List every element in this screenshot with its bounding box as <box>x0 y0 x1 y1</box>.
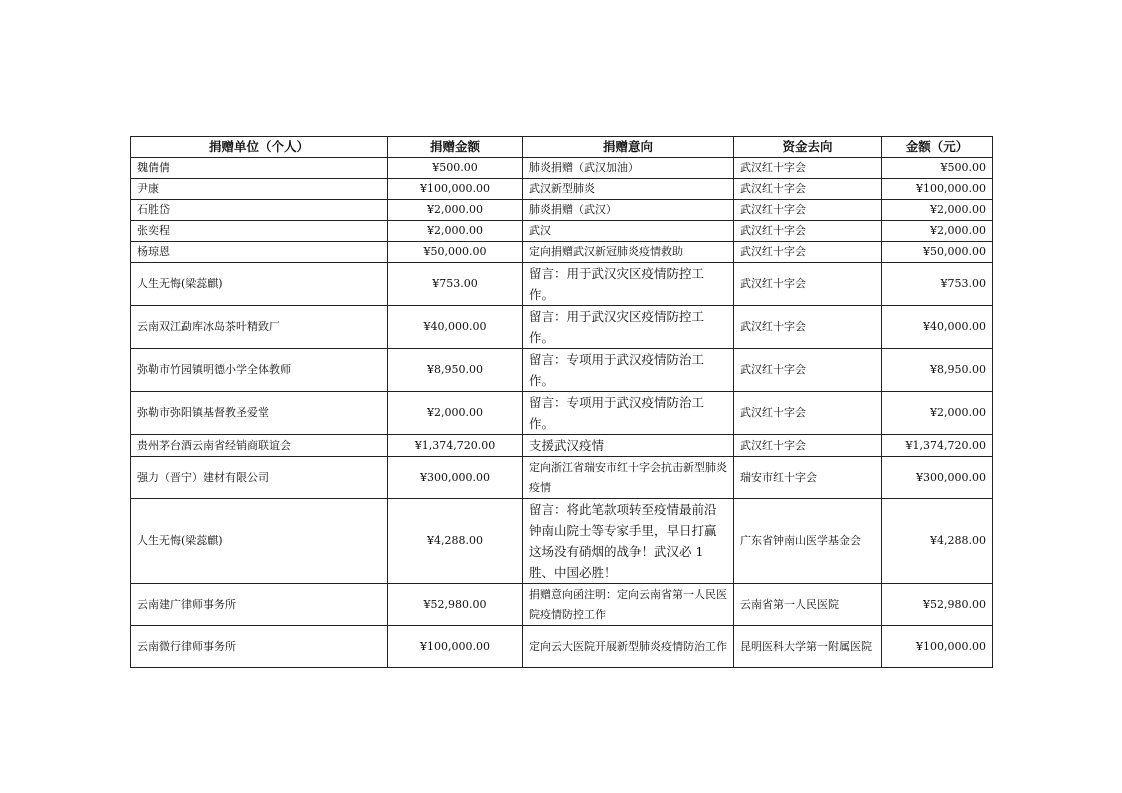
destination-cell: 武汉红十字会 <box>734 306 882 349</box>
donor-cell: 张奕程 <box>131 221 388 242</box>
purpose-cell: 留言：将此笔款项转至疫情最前沿钟南山院士等专家手里，早日打赢这场没有硝烟的战争！武汉必 1 胜、中国必胜！ <box>523 499 734 584</box>
purpose-cell: 支援武汉疫情 <box>523 435 734 457</box>
purpose-cell: 留言：用于武汉灾区疫情防控工作。 <box>523 263 734 306</box>
purpose-cell: 定向捐赠武汉新冠肺炎疫情救助 <box>523 242 734 263</box>
yuan-cell: ¥1,374,720.00 <box>882 435 993 457</box>
amount-cell: ¥40,000.00 <box>388 306 523 349</box>
purpose-cell: 留言：专项用于武汉疫情防治工作。 <box>523 392 734 435</box>
yuan-cell: ¥40,000.00 <box>882 306 993 349</box>
header-amount: 捐赠金额 <box>388 137 523 158</box>
donation-sheet <box>130 136 992 668</box>
table-row <box>131 179 993 200</box>
purpose-cell: 肺炎捐赠（武汉加油） <box>523 158 734 179</box>
amount-cell: ¥300,000.00 <box>388 457 523 499</box>
donor-cell: 石胜岱 <box>131 200 388 221</box>
amount-cell: ¥1,374,720.00 <box>388 435 523 457</box>
table-row <box>131 392 993 435</box>
amount-cell: ¥2,000.00 <box>388 221 523 242</box>
table-row <box>131 158 993 179</box>
table-row <box>131 626 993 668</box>
donor-cell: 弥勒市竹园镇明德小学全体教师 <box>131 349 388 392</box>
yuan-cell: ¥2,000.00 <box>882 221 993 242</box>
table-row <box>131 263 993 306</box>
header-row <box>131 137 993 158</box>
donation-table <box>130 136 993 668</box>
amount-cell: ¥4,288.00 <box>388 499 523 584</box>
purpose-cell: 留言：专项用于武汉疫情防治工作。 <box>523 349 734 392</box>
destination-cell: 武汉红十字会 <box>734 392 882 435</box>
amount-cell: ¥2,000.00 <box>388 392 523 435</box>
yuan-cell: ¥4,288.00 <box>882 499 993 584</box>
table-row <box>131 306 993 349</box>
donor-cell: 云南建广律师事务所 <box>131 584 388 626</box>
destination-cell: 瑞安市红十字会 <box>734 457 882 499</box>
purpose-cell: 捐赠意向函注明：定向云南省第一人民医院疫情防控工作 <box>523 584 734 626</box>
donor-cell: 杨琼恩 <box>131 242 388 263</box>
destination-cell: 武汉红十字会 <box>734 435 882 457</box>
yuan-cell: ¥2,000.00 <box>882 200 993 221</box>
table-row <box>131 349 993 392</box>
donor-cell: 云南双江勐库冰岛茶叶精致厂 <box>131 306 388 349</box>
table-row <box>131 242 993 263</box>
yuan-cell: ¥52,980.00 <box>882 584 993 626</box>
header-donor: 捐赠单位（个人） <box>131 137 388 158</box>
yuan-cell: ¥300,000.00 <box>882 457 993 499</box>
yuan-cell: ¥8,950.00 <box>882 349 993 392</box>
destination-cell: 武汉红十字会 <box>734 158 882 179</box>
table-row <box>131 584 993 626</box>
amount-cell: ¥100,000.00 <box>388 179 523 200</box>
destination-cell: 武汉红十字会 <box>734 200 882 221</box>
header-purpose: 捐赠意向 <box>523 137 734 158</box>
destination-cell: 武汉红十字会 <box>734 242 882 263</box>
yuan-cell: ¥50,000.00 <box>882 242 993 263</box>
table-row <box>131 221 993 242</box>
yuan-cell: ¥2,000.00 <box>882 392 993 435</box>
table-row <box>131 200 993 221</box>
yuan-cell: ¥100,000.00 <box>882 179 993 200</box>
yuan-cell: ¥753.00 <box>882 263 993 306</box>
destination-cell: 武汉红十字会 <box>734 349 882 392</box>
table-row <box>131 435 993 457</box>
destination-cell: 广东省钟南山医学基金会 <box>734 499 882 584</box>
yuan-cell: ¥500.00 <box>882 158 993 179</box>
purpose-cell: 武汉 <box>523 221 734 242</box>
purpose-cell: 定向浙江省瑞安市红十字会抗击新型肺炎疫情 <box>523 457 734 499</box>
donor-cell: 云南微行律师事务所 <box>131 626 388 668</box>
amount-cell: ¥2,000.00 <box>388 200 523 221</box>
amount-cell: ¥8,950.00 <box>388 349 523 392</box>
destination-cell: 昆明医科大学第一附属医院 <box>734 626 882 668</box>
donor-cell: 弥勒市弥阳镇基督教圣爱堂 <box>131 392 388 435</box>
donor-cell: 魏倩倩 <box>131 158 388 179</box>
destination-cell: 武汉红十字会 <box>734 179 882 200</box>
header-destination: 资金去向 <box>734 137 882 158</box>
donor-cell: 尹康 <box>131 179 388 200</box>
table-row <box>131 499 993 584</box>
amount-cell: ¥500.00 <box>388 158 523 179</box>
amount-cell: ¥753.00 <box>388 263 523 306</box>
donor-cell: 人生无悔(梁蕊麒) <box>131 263 388 306</box>
destination-cell: 武汉红十字会 <box>734 263 882 306</box>
amount-cell: ¥50,000.00 <box>388 242 523 263</box>
purpose-cell: 定向云大医院开展新型肺炎疫情防治工作 <box>523 626 734 668</box>
yuan-cell: ¥100,000.00 <box>882 626 993 668</box>
destination-cell: 云南省第一人民医院 <box>734 584 882 626</box>
purpose-cell: 留言：用于武汉灾区疫情防控工作。 <box>523 306 734 349</box>
header-yuan: 金额（元） <box>882 137 993 158</box>
destination-cell: 武汉红十字会 <box>734 221 882 242</box>
table-row <box>131 457 993 499</box>
donor-cell: 人生无悔(梁蕊麒) <box>131 499 388 584</box>
amount-cell: ¥52,980.00 <box>388 584 523 626</box>
purpose-cell: 肺炎捐赠（武汉） <box>523 200 734 221</box>
purpose-cell: 武汉新型肺炎 <box>523 179 734 200</box>
donor-cell: 贵州茅台酒云南省经销商联谊会 <box>131 435 388 457</box>
amount-cell: ¥100,000.00 <box>388 626 523 668</box>
donor-cell: 强力（晋宁）建材有限公司 <box>131 457 388 499</box>
